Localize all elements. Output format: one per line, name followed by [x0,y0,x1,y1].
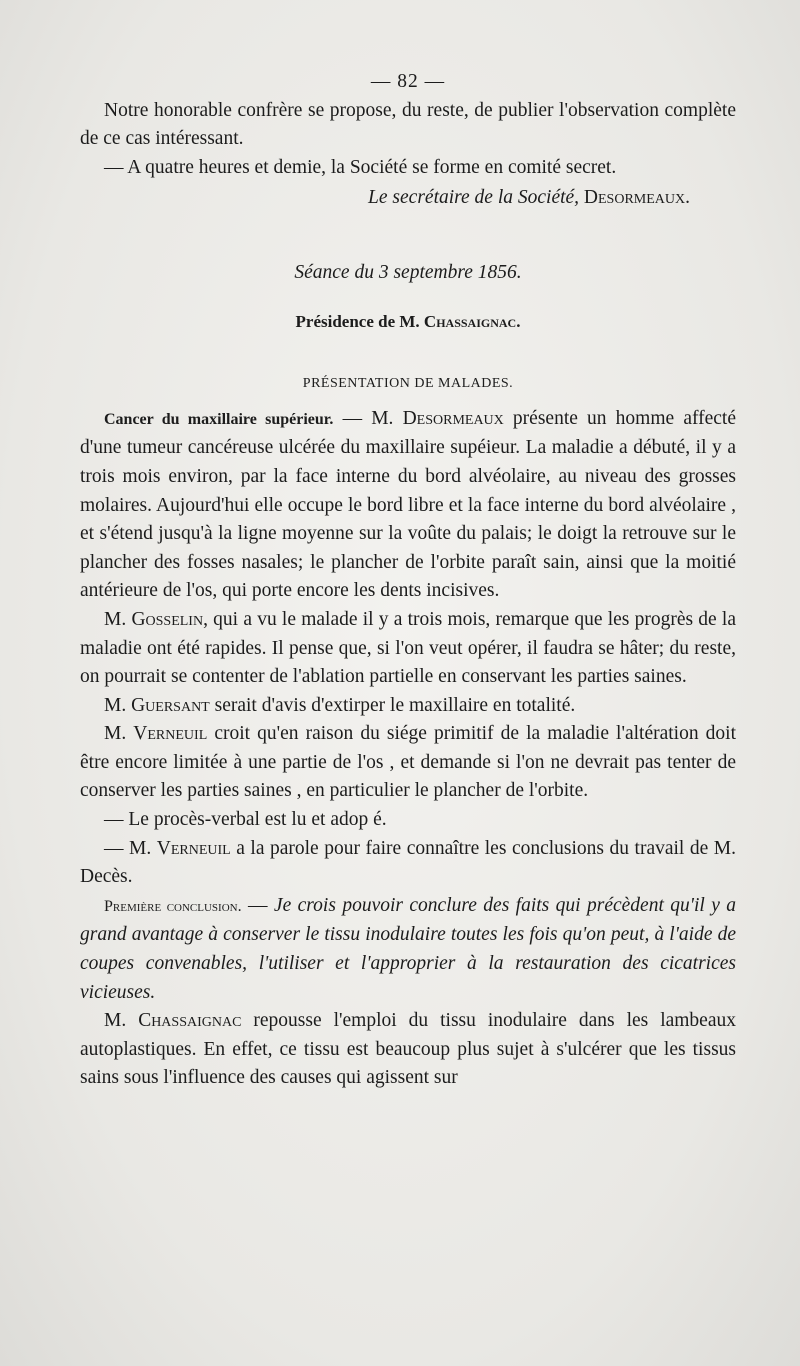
paragraph-gosselin [80,606,736,692]
signature-line [80,184,736,213]
case-presenter: Desormeaux [402,407,504,429]
presidence-prefix: Présidence de M. [295,311,424,331]
paragraph-case [80,405,736,606]
page-number: — 82 — [370,71,446,92]
seance-heading: Séance du 3 septembre 1856. [294,261,522,283]
paragraph-observation: Notre honorable confrère se propose, du reste, de publier l'observation complète de ce cas intéressant. [80,99,736,150]
gosselin-prefix: M. [104,608,132,630]
conclusion-dash: — [241,894,274,916]
guersant-text: serait d'avis d'extirper le maxillaire en totalité. [209,694,576,716]
paragraph-comite-secret: — A quatre heures et demie, la Société se forme en comité secret. [104,156,617,178]
section-heading: PRÉSENTATION DE MALADES. [302,376,514,392]
paragraph-guersant [80,692,736,721]
paragraph-conclusion [80,892,736,1007]
case-title: Cancer du maxillaire supérieur. [104,410,334,428]
presidence-heading [80,308,736,337]
verneuil-parole-name: Verneuil [156,837,231,859]
chassaignac-text: repousse l'emploi du tissu inodulaire dans les lambeaux autoplastiques. En effet, ce tissu est beaucoup plus sujet à s'ulcérer que les tissus sains sous l'influence des causes qui agissent sur [80,1010,736,1089]
verneuil-parole-prefix: — M. [104,837,157,859]
verneuil-text: croit qu'en raison du siége primitif de la maladie l'altération doit être encore limitée à une partie de l'os , et demande si l'on ne devrait pas tenter de conserver les parties saines , en particulier le plancher de l'orbite. [80,723,736,802]
verneuil-parole-text: a la parole pour faire connaître les conclusions du travail de M. Decès. [80,837,736,888]
signature-name: Desormeaux. [583,187,690,209]
gosselin-name: Gosselin [131,608,204,630]
verneuil-prefix: M. [104,723,134,745]
paragraph-proces-verbal: — Le procès-verbal est lu et adop é. [104,809,387,831]
signature-role: Le secrétaire de la Société, [368,187,584,209]
text-block [80,68,736,1093]
paragraph-verneuil-parole [80,835,736,892]
verneuil-name: Verneuil [133,723,208,745]
presidence-name: Chassaignac. [423,311,521,331]
guersant-prefix: M. [104,694,132,716]
guersant-name: Guersant [131,694,210,716]
case-text: présente un homme affecté d'une tumeur cancéreuse ulcérée du maxillaire supéieur. La maladie a débuté, il y a trois mois environ, par la face interne du bord alvéolaire, au niveau des grosses molaires. Aujourd'hui elle occupe le bord libre et la face interne du bord alvéolaire , et s'étend jusqu'à la ligne moyenne sur la voûte du palais; le doigt la retrouve sur le plancher des fosses nasales; le plancher de l'orbite paraît sain, ainsi que la moitié antérieure de l'os, qui porte encore les dents incisives. [80,407,736,602]
conclusion-text: Je crois pouvoir conclure des faits qui précèdent qu'il y a grand avantage à conserver le tissu inodulaire toutes les fois qu'on peut, à l'aide de coupes convenables, l'utiliser et l'approprier à la restauration des cicatrices vicieuses. [80,894,736,1003]
case-dash: — M. [333,407,403,429]
paragraph-chassaignac [80,1007,736,1093]
chassaignac-name: Chassaignac [138,1010,242,1032]
gosselin-text: , qui a vu le malade il y a trois mois, remarque que les progrès de la maladie ont été rapides. Il pense que, si l'on veut opérer, il faudra se hâter; du reste, on pourrait se contenter de l'ablation partielle en conservant les parties saines. [80,608,736,688]
paragraph-verneuil [80,720,736,806]
conclusion-label: Première conclusion. [104,897,242,915]
chassaignac-prefix: M. [104,1010,139,1032]
